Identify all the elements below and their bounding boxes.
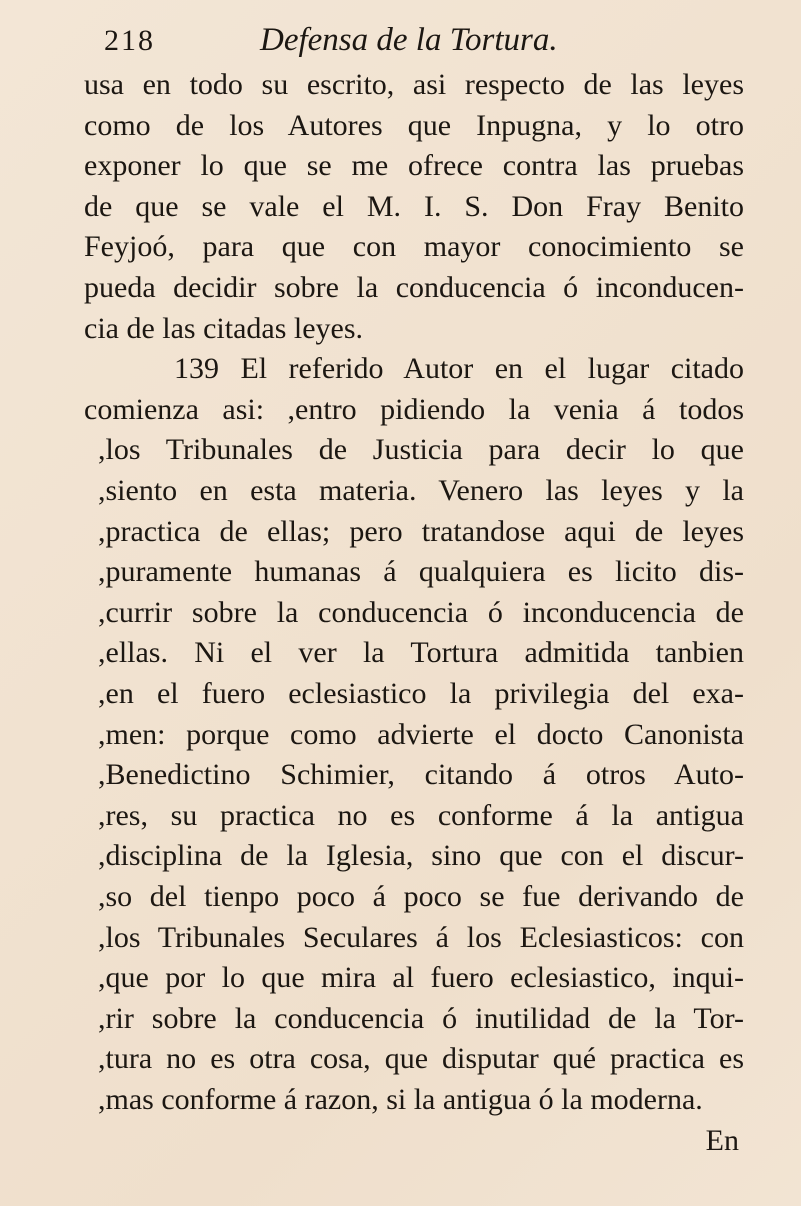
text-line: exponer lo que se me ofrece contra las pruebas [84, 149, 744, 183]
page-number: 218 [104, 24, 155, 57]
text-line: usa en todo su escrito, asi respecto de las leyes [84, 68, 744, 101]
paragraph-start-line: 139 El referido Autor en el lugar citado [174, 352, 744, 386]
catchword: En [705, 1124, 739, 1157]
text-line: comienza asi: ,entro pidiendo la venia á todos [84, 392, 744, 426]
text-line: pueda decidir sobre la conducencia ó inconducen- [84, 271, 744, 304]
text-line: Feyjoó, para que con mayor conocimiento se [84, 230, 744, 264]
quoted-line: ,los Tribunales Seculares á los Eclesiasticos: con [98, 920, 744, 954]
quoted-line: ,so del tienpo poco á poco se fue derivando de [98, 880, 744, 913]
quoted-line: ,siento en esta materia. Venero las leyes y la [98, 474, 744, 507]
quoted-line: ,currir sobre la conducencia ó inconducencia de [98, 595, 744, 629]
text-line: como de los Autores que Inpugna, y lo otro [84, 108, 744, 142]
quoted-line: ,puramente humanas á qualquiera es licito dis- [98, 555, 744, 589]
quoted-line: ,rir sobre la conducencia ó inutilidad de la Tor- [98, 1001, 744, 1035]
text-line: cia de las citadas leyes. [84, 311, 364, 345]
quoted-line: ,men: porque como advierte el docto Canonista [98, 717, 744, 751]
quoted-line: ,los Tribunales de Justicia para decir lo que [98, 433, 744, 467]
text-line: de que se vale el M. I. S. Don Fray Benito [84, 189, 744, 223]
quoted-line: ,Benedictino Schimier, citando á otros Auto- [98, 758, 744, 792]
quoted-line: ,tura no es otra cosa, que disputar qué practica es [98, 1042, 744, 1076]
quoted-line: ,que por lo que mira al fuero eclesiastico, inqui- [98, 961, 744, 995]
quoted-line: ,mas conforme á razon, si la antigua ó la moderna. [98, 1083, 703, 1116]
page-header [104, 14, 574, 64]
quoted-line: ,disciplina de la Iglesia, sino que con el discur- [98, 839, 744, 873]
quoted-line: ,en el fuero eclesiastico la privilegia del exa- [98, 677, 744, 710]
quoted-line: ,ellas. Ni el ver la Tortura admitida tanbien [98, 636, 744, 670]
running-title: Defensa de la Tortura. [260, 22, 558, 58]
quoted-line: ,res, su practica no es conforme á la antigua [98, 798, 744, 832]
quoted-line: ,practica de ellas; pero tratandose aqui de leyes [98, 514, 744, 548]
